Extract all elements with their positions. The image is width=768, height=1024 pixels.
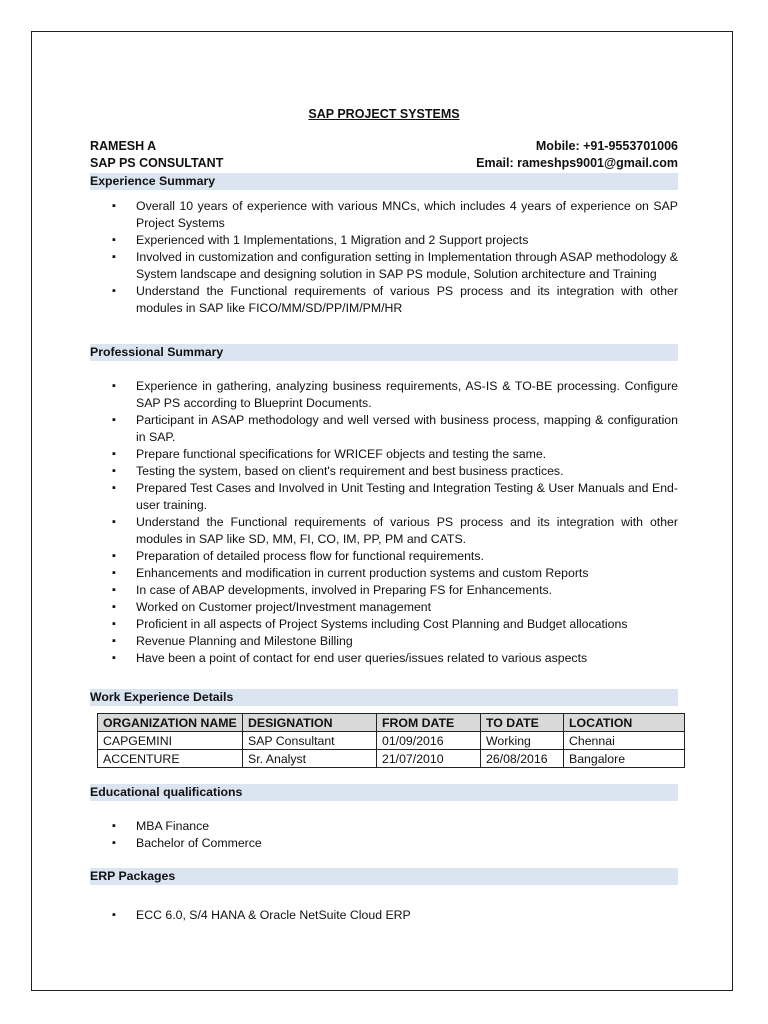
header-row-2 — [90, 156, 678, 170]
table-cell: SAP Consultant — [243, 732, 377, 750]
list-item: ▪ MBA Finance — [90, 818, 678, 835]
table-cell: Bangalore — [564, 750, 685, 768]
list-item: ▪ Worked on Customer project/Investment management — [90, 599, 678, 616]
list-item: ▪ Understand the Functional requirements of various PS process and its integration with other modules in SAP like SD, MM, FI, CO, IM, PP, PM and CATS. — [90, 514, 678, 548]
list-item: ▪ Proficient in all aspects of Project Systems including Cost Planning and Budget allocations — [90, 616, 678, 633]
header-row-1 — [90, 139, 678, 153]
erp-list — [90, 907, 678, 924]
work-experience-table — [97, 713, 685, 768]
table-row — [98, 750, 685, 768]
table-header-row — [98, 714, 685, 732]
column-header: TO DATE — [481, 714, 564, 732]
section-heading-professional-summary: Professional Summary — [90, 344, 678, 361]
list-item: ▪ Revenue Planning and Milestone Billing — [90, 633, 678, 650]
section-heading-experience-summary: Experience Summary — [90, 173, 678, 190]
table-cell: 26/08/2016 — [481, 750, 564, 768]
table-cell: 21/07/2010 — [377, 750, 481, 768]
table-cell: Chennai — [564, 732, 685, 750]
education-list — [90, 818, 678, 852]
list-item: ▪ ECC 6.0, S/4 HANA & Oracle NetSuite Cloud ERP — [90, 907, 678, 924]
list-item: ▪ Experience in gathering, analyzing business requirements, AS-IS & TO-BE processing. Configure SAP PS according to Blueprint Documents. — [90, 378, 678, 412]
column-header: FROM DATE — [377, 714, 481, 732]
list-item: ▪ Overall 10 years of experience with various MNCs, which includes 4 years of experience on SAP Project Systems — [90, 198, 678, 232]
list-item: ▪ Understand the Functional requirements of various PS process and its integration with other modules in SAP like FICO/MM/SD/PP/IM/PM/HR — [90, 283, 678, 317]
candidate-name: RAMESH A — [90, 139, 157, 153]
column-header: DESIGNATION — [243, 714, 377, 732]
section-heading-education: Educational qualifications — [90, 784, 678, 801]
experience-summary-list — [90, 198, 678, 317]
table-cell: Working — [481, 732, 564, 750]
table-cell: ACCENTURE — [98, 750, 243, 768]
table-cell: Sr. Analyst — [243, 750, 377, 768]
list-item: ▪ Have been a point of contact for end user queries/issues related to various aspects — [90, 650, 678, 667]
table-cell: 01/09/2016 — [377, 732, 481, 750]
list-item: ▪ Prepare functional specifications for WRICEF objects and testing the same. — [90, 446, 678, 463]
list-item: ▪ Involved in customization and configuration setting in Implementation through ASAP methodology & System landscape and designing solution in SAP PS module, Solution architecture and Training — [90, 249, 678, 283]
mobile-number: Mobile: +91-9553701006 — [535, 139, 678, 153]
list-item: ▪ Testing the system, based on client's requirement and best business practices. — [90, 463, 678, 480]
list-item: ▪ Experienced with 1 Implementations, 1 Migration and 2 Support projects — [90, 232, 678, 249]
document-title: SAP PROJECT SYSTEMS — [308, 107, 460, 121]
list-item: ▪ In case of ABAP developments, involved in Preparing FS for Enhancements. — [90, 582, 678, 599]
column-header: ORGANIZATION NAME — [98, 714, 243, 732]
email-address: Email: rameshps9001@gmail.com — [476, 156, 678, 170]
list-item: ▪ Preparation of detailed process flow for functional requirements. — [90, 548, 678, 565]
section-heading-erp-packages: ERP Packages — [90, 868, 678, 885]
list-item: ▪ Participant in ASAP methodology and well versed with business process, mapping & configuration in SAP. — [90, 412, 678, 446]
section-heading-work-experience: Work Experience Details — [90, 689, 678, 706]
list-item: ▪ Bachelor of Commerce — [90, 835, 678, 852]
table-row — [98, 732, 685, 750]
professional-summary-list — [90, 378, 678, 667]
column-header: LOCATION — [564, 714, 685, 732]
candidate-role: SAP PS CONSULTANT — [90, 156, 224, 170]
table-cell: CAPGEMINI — [98, 732, 243, 750]
list-item: ▪ Prepared Test Cases and Involved in Unit Testing and Integration Testing & User Manuals and End-user training. — [90, 480, 678, 514]
list-item: ▪ Enhancements and modification in current production systems and custom Reports — [90, 565, 678, 582]
